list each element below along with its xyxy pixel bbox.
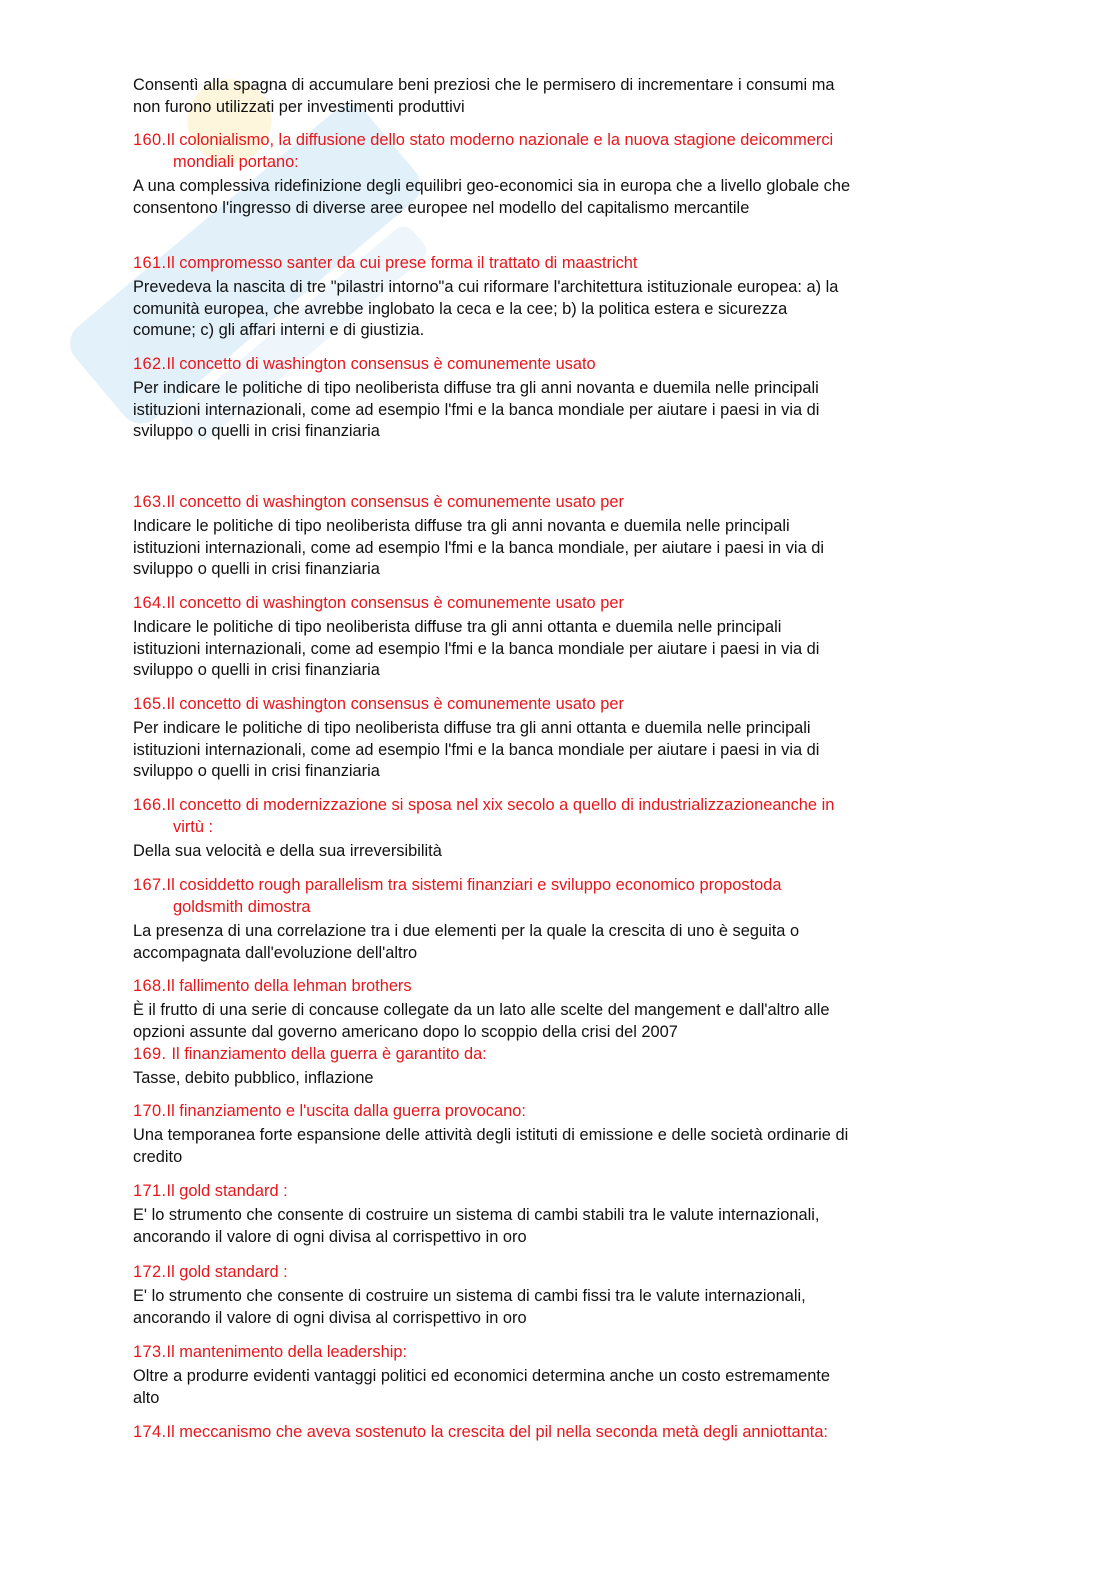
- question: [133, 975, 853, 997]
- qa-item-172: [133, 1261, 853, 1329]
- answer: È il frutto di una serie di concause collegate da un lato alle scelte del mangement e dall'altro alle opzioni assunte dal governo americano dopo lo scoppio della crisi del 2007: [133, 1001, 830, 1041]
- qa-item-164: [133, 592, 853, 682]
- question: [133, 1180, 853, 1202]
- question: [133, 1100, 853, 1122]
- question-text: Il compromesso santer da cui prese forma il trattato di maastricht: [166, 254, 638, 272]
- question-text: Il concetto di modernizzazione si sposa nel xix secolo a quello di industrializzazioneanche in virtù :: [166, 796, 835, 836]
- question-number: 164.: [133, 594, 167, 612]
- question-number: 162.: [133, 355, 167, 373]
- question: [133, 129, 853, 173]
- question-text: Il gold standard :: [166, 1263, 288, 1281]
- qa-item-165: [133, 693, 853, 783]
- question: [133, 794, 853, 838]
- question: [133, 1261, 853, 1283]
- question: [133, 1341, 853, 1363]
- qa-item-163: [133, 491, 853, 581]
- qa-item-160: [133, 129, 853, 219]
- answer: Per indicare le politiche di tipo neoliberista diffuse tra gli anni ottanta e duemila nelle principali istituzioni internazionali, come ad esempio l'fmi e la banca mondiale per aiutare i paesi in via di sviluppo o quelli in crisi finanziaria: [133, 719, 820, 780]
- question-text: Il fallimento della lehman brothers: [166, 977, 412, 995]
- question-number: 166.: [133, 796, 167, 814]
- answer: Della sua velocità e della sua irreversibilità: [133, 842, 442, 860]
- answer: A una complessiva ridefinizione degli equilibri geo-economici sia in europa che a livello globale che consentono l'ingresso di diverse aree europee nel modello del capitalismo mercantile: [133, 177, 851, 217]
- question-text: Il colonialismo, la diffusione dello stato moderno nazionale e la nuova stagione deicommerci mondiali portano:: [166, 131, 834, 171]
- question: [133, 353, 853, 375]
- question-number: 167.: [133, 876, 167, 894]
- qa-item-161: [133, 252, 853, 342]
- question-number: 163.: [133, 493, 167, 511]
- question-text: Il finanziamento e l'uscita dalla guerra provocano:: [166, 1102, 526, 1120]
- answer: E' lo strumento che consente di costruire un sistema di cambi fissi tra le valute internazionali, ancorando il valore di ogni divisa al corrispettivo in oro: [133, 1287, 806, 1327]
- qa-item-170: [133, 1100, 853, 1168]
- answer: Indicare le politiche di tipo neoliberista diffuse tra gli anni novanta e duemila nelle principali istituzioni internazionali, come ad esempio l'fmi e la banca mondiale, per aiutare i paesi in via di sviluppo o quelli in crisi finanziaria: [133, 517, 824, 578]
- qa-item-166: [133, 794, 853, 863]
- question-number: 174.: [133, 1423, 167, 1441]
- intro-answer: Consentì alla spagna di accumulare beni preziosi che le permisero di incrementare i consumi ma non furono utilizzati per investimenti produttivi: [133, 76, 835, 116]
- question-number: 165.: [133, 695, 167, 713]
- question-text: Il cosiddetto rough parallelism tra sistemi finanziari e sviluppo economico propostoda goldsmith dimostra: [166, 876, 782, 916]
- qa-item-167: [133, 874, 853, 964]
- question: [133, 491, 853, 513]
- answer: Prevedeva la nascita di tre "pilastri intorno"a cui riformare l'architettura istituzionale europea: a) la comunità europea, che avrebbe inglobato la ceca e la cee; b) la politica estera e sicurezza comune; c) gli affari interni e di giustizia.: [133, 278, 839, 339]
- answer: Una temporanea forte espansione delle attività degli istituti di emissione e delle società ordinarie di credito: [133, 1126, 849, 1166]
- qa-item-173: [133, 1341, 853, 1409]
- question: [133, 1421, 853, 1443]
- answer: Indicare le politiche di tipo neoliberista diffuse tra gli anni ottanta e duemila nelle principali istituzioni internazionali, come ad esempio l'fmi e la banca mondiale per aiutare i paesi in via di sviluppo o quelli in crisi finanziaria: [133, 618, 820, 679]
- answer: Per indicare le politiche di tipo neoliberista diffuse tra gli anni novanta e duemila nelle principali istituzioni internazionali, come ad esempio l'fmi e la banca mondiale per aiutare i paesi in via di sviluppo o quelli in crisi finanziaria: [133, 379, 820, 440]
- question-text: Il meccanismo che aveva sostenuto la crescita del pil nella seconda metà degli anniottanta:: [166, 1423, 828, 1441]
- question-text: Il finanziamento della guerra è garantito da:: [171, 1045, 487, 1063]
- qa-item-168: [133, 975, 853, 1043]
- answer: La presenza di una correlazione tra i due elementi per la quale la crescita di uno è seguita o accompagnata dall'evoluzione dell'altro: [133, 922, 800, 962]
- answer: Tasse, debito pubblico, inflazione: [133, 1069, 374, 1087]
- question: [133, 874, 853, 918]
- question: [133, 592, 853, 614]
- question-number: 160.: [133, 131, 167, 149]
- question-text: Il gold standard :: [166, 1182, 288, 1200]
- question-text: Il mantenimento della leadership:: [166, 1343, 408, 1361]
- answer: Oltre a produrre evidenti vantaggi politici ed economici determina anche un costo estremamente alto: [133, 1367, 830, 1407]
- question-number: 161.: [133, 254, 167, 272]
- question-text: Il concetto di washington consensus è comunemente usato: [166, 355, 596, 373]
- qa-item-162: [133, 353, 853, 443]
- question: [133, 693, 853, 715]
- answer: E' lo strumento che consente di costruire un sistema di cambi stabili tra le valute internazionali, ancorando il valore di ogni divisa al corrispettivo in oro: [133, 1206, 820, 1246]
- question-number: 172.: [133, 1263, 167, 1281]
- question-text: Il concetto di washington consensus è comunemente usato per: [166, 695, 624, 713]
- question-number: 171.: [133, 1182, 167, 1200]
- question-text: Il concetto di washington consensus è comunemente usato per: [166, 493, 624, 511]
- question: [133, 252, 853, 274]
- question-number: 170.: [133, 1102, 167, 1120]
- question: [133, 1043, 853, 1065]
- question-number: 173.: [133, 1343, 167, 1361]
- qa-item-174: [133, 1421, 853, 1443]
- qa-item-169: [133, 1043, 853, 1090]
- qa-item-171: [133, 1180, 853, 1248]
- question-number: 169.: [133, 1045, 172, 1063]
- question-number: 168.: [133, 977, 167, 995]
- question-text: Il concetto di washington consensus è comunemente usato per: [166, 594, 624, 612]
